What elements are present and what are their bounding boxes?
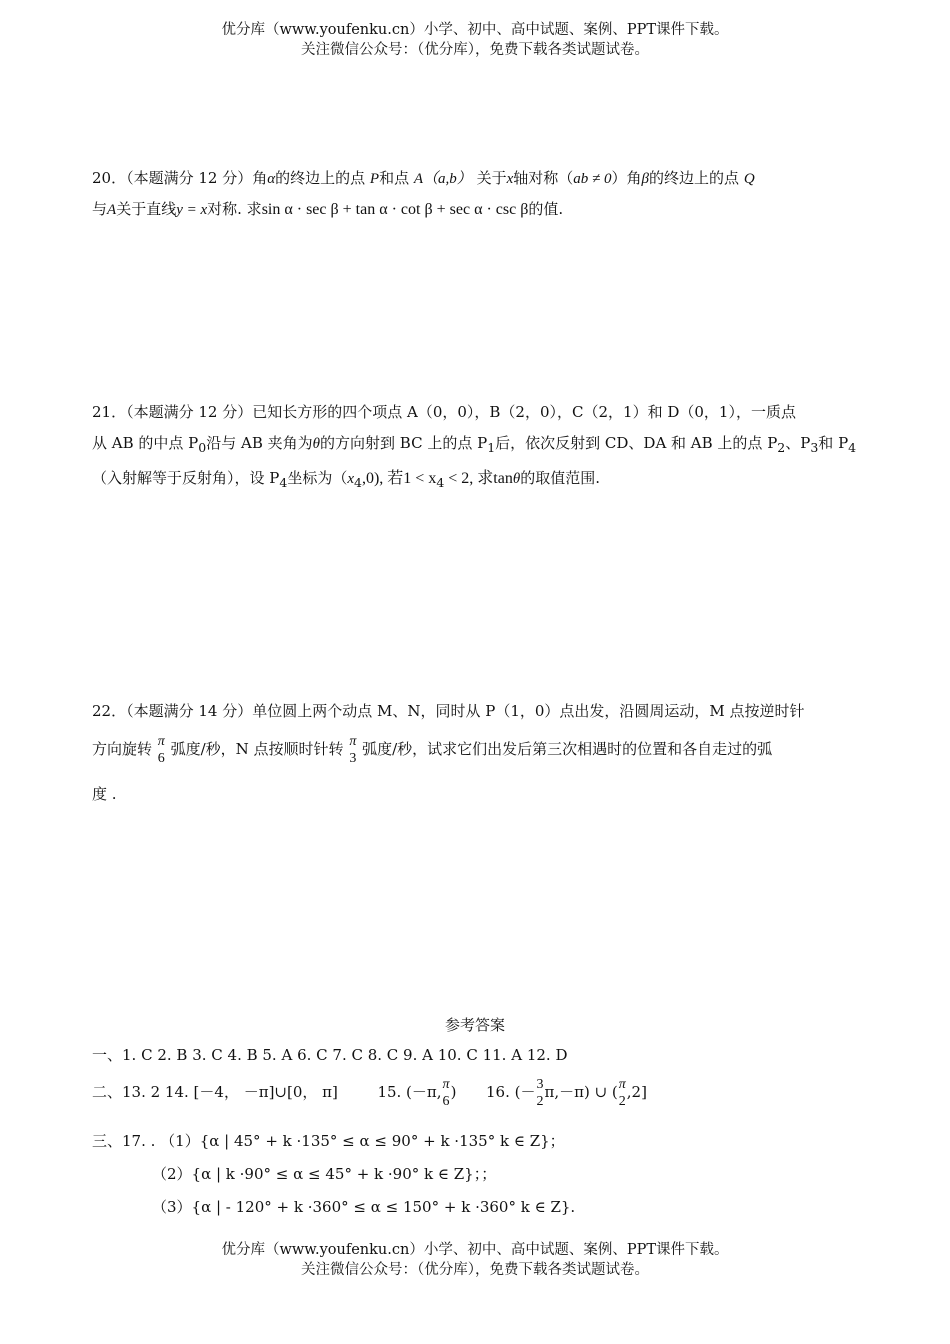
q20-line-1: [92, 167, 864, 188]
q20-line-2: [92, 198, 864, 219]
theta-symbol: θ: [512, 471, 521, 487]
fraction-pi-over-2: π 2: [618, 1077, 626, 1109]
answers-row-2: [92, 1076, 864, 1110]
answers-row-1: 一、1. C 2. B 3. C 4. B 5. A 6. C 7. C 8. C 9. A 10. C 11. A 12. D: [92, 1046, 568, 1064]
answers-text: 15. (－π,: [377, 1083, 442, 1101]
q21-math: ,0), 若1 < x: [361, 470, 437, 487]
point-a: A: [107, 202, 117, 218]
x-axis-symbol: x: [506, 171, 514, 187]
q22-text: 方向旋转: [92, 740, 153, 758]
line-y-equals-x: y = x: [176, 202, 208, 218]
answers-text: ,2]: [626, 1083, 647, 1101]
point-q: Q: [743, 171, 755, 187]
subscript: 4: [436, 475, 445, 490]
subscript: 3: [810, 440, 819, 455]
q21-text: 沿与 AB 夹角为: [206, 434, 313, 452]
answers-title: 参考答案: [444, 1016, 505, 1034]
ab-pair: （a,b）: [423, 171, 472, 187]
q22-text: 弧度/秒，试求它们出发后第三次相遇时的位置和各自走过的弧: [362, 740, 773, 758]
q22-line-2: [92, 733, 864, 767]
subscript: 4: [848, 440, 857, 455]
beta-symbol: β: [641, 171, 650, 187]
q21-text: （入射解等于反射角），设 P: [92, 469, 280, 487]
q21-text: 从 AB 的中点 P: [92, 434, 199, 452]
q20-text: 与: [92, 200, 108, 218]
q22-line-3: 度 .: [92, 785, 117, 803]
fraction-pi-over-3: π 3: [349, 734, 357, 766]
q22-text: 弧度/秒，N 点按顺时针转: [170, 740, 344, 758]
q21-math: < 2, 求tan: [444, 470, 513, 487]
q21-text: 坐标为（: [287, 469, 348, 487]
q21-line-3: [92, 465, 864, 490]
answers-row-3: 三、17. . （1）{α | 45° + k ·135° ≤ α ≤ 90° + k ·135° k ∈ Z}；: [92, 1132, 565, 1150]
answers-row-4: （2）{α | k ·90° ≤ α ≤ 45° + k ·90° k ∈ Z}；；: [152, 1165, 497, 1183]
x-symbol: x: [347, 471, 355, 487]
q20-text: 关于直线: [116, 200, 177, 218]
point-p: P: [369, 171, 380, 187]
q20-text: ）角: [611, 169, 642, 187]
q20-text: 的终边上的点: [275, 169, 366, 187]
q22-line-1: 22．（本题满分 14 分）单位圆上两个动点 M、N，同时从 P（1，0）点出发，沿圆周运动，M 点按逆时针: [92, 702, 805, 720]
answers-text: 二、13. 2 14. [－4， －π]∪[0， π]: [92, 1083, 338, 1101]
fraction-pi-over-6: π 6: [157, 734, 165, 766]
subscript: 4: [279, 475, 288, 490]
q21-text: 后，依次反射到 CD、DA 和 AB 上的点 P: [495, 434, 778, 452]
subscript: 4: [354, 475, 362, 490]
subscript: 2: [777, 440, 786, 455]
answers-text: 16. (－: [485, 1083, 536, 1101]
q20-text: 对称. 求: [207, 200, 262, 218]
fraction-3-over-2: 3 2: [536, 1077, 544, 1109]
q21-text: 的取值范围.: [520, 469, 601, 487]
header-line-1: 优分库（www.youfenku.cn）小学、初中、高中试题、案例、PPT课件下载。: [221, 22, 729, 38]
q21-line-1: 21．（本题满分 12 分）已知长方形的四个项点 A（0，0），B（2，0），C（2，1）和 D（0，1），一质点: [92, 403, 796, 421]
q20-text: 的终边上的点: [649, 169, 740, 187]
alpha-symbol: α: [267, 171, 276, 187]
q21-text: 和 P: [818, 434, 849, 452]
point-a: A: [413, 171, 424, 187]
footer-line-2: 关注微信公众号：（优分库），免费下载各类试题试卷。: [301, 1262, 649, 1278]
q20-text: 和点: [379, 169, 410, 187]
header-line-2: 关注微信公众号：（优分库），免费下载各类试题试卷。: [301, 42, 649, 58]
answers-row-5: （3）{α | - 120° + k ·360° ≤ α ≤ 150° + k ·360° k ∈ Z}.: [152, 1198, 576, 1216]
subscript: 0: [198, 440, 207, 455]
ab-condition: ab ≠ 0: [573, 171, 612, 187]
q21-text: 的方向射到 BC 上的点 P: [320, 434, 488, 452]
q20-text: 的值.: [528, 200, 564, 218]
q20-text: 20．（本题满分 12 分）角: [92, 169, 268, 187]
subscript: 1: [487, 440, 496, 455]
fraction-pi-over-6: π 6: [442, 1077, 450, 1109]
q21-line-2: [92, 432, 864, 455]
q20-text: 关于: [476, 169, 507, 187]
trig-expression: sin α · sec β + tan α · cot β + sec α · csc β: [261, 201, 529, 218]
answers-text: ): [450, 1083, 457, 1101]
theta-symbol: θ: [312, 436, 320, 452]
q20-text: 轴对称（: [513, 169, 574, 187]
q21-text: 、P: [785, 434, 811, 452]
footer-line-1: 优分库（www.youfenku.cn）小学、初中、高中试题、案例、PPT课件下载。: [221, 1242, 729, 1258]
answers-text: π,－π) ∪ (: [544, 1083, 618, 1101]
